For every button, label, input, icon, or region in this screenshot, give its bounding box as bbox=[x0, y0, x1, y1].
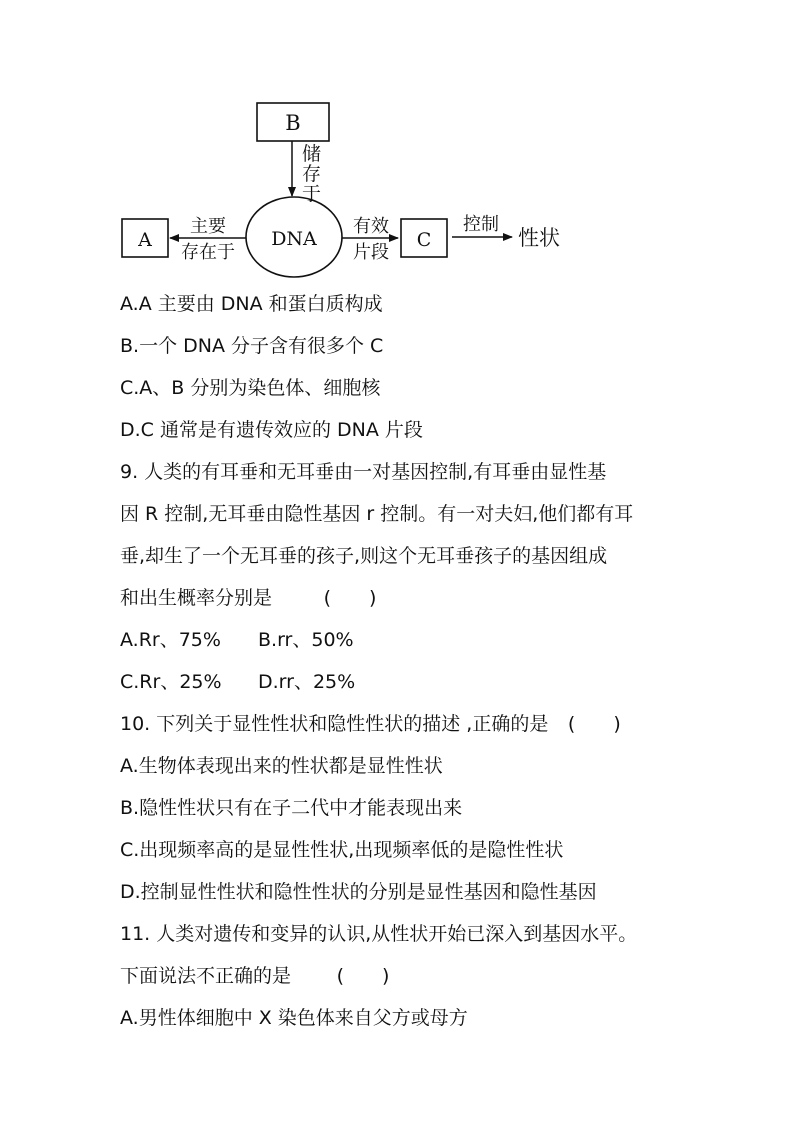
q11-stem-line-1: 11. 人类对遗传和变异的认识,从性状开始已深入到基因水平。 bbox=[120, 923, 638, 945]
q10-option-c: C.出现频率高的是显性性状,出现频率低的是隐性性状 bbox=[120, 839, 564, 861]
dna-concept-diagram bbox=[0, 0, 794, 290]
control-label: 控制 bbox=[463, 214, 499, 235]
q8-option-d: D.C 通常是有遗传效应的 DNA 片段 bbox=[120, 419, 423, 441]
q10-stem-text: 10. 下列关于显性性状和隐性性状的描述 ,正确的是 bbox=[120, 713, 549, 735]
stored-in-char-2: 存 bbox=[302, 163, 322, 185]
q10-option-d: D.控制显性性状和隐性性状的分别是显性基因和隐性基因 bbox=[120, 881, 597, 903]
trait-label: 性状 bbox=[518, 226, 560, 250]
box-b-label: B bbox=[285, 111, 301, 135]
dna-label: DNA bbox=[271, 228, 317, 250]
box-c-label: C bbox=[416, 229, 432, 251]
q9-stem-line-1: 9. 人类的有耳垂和无耳垂由一对基因控制,有耳垂由显性基 bbox=[120, 461, 607, 483]
q9-option-d: D.rr、25% bbox=[258, 671, 356, 693]
q11-answer-paren: ( ) bbox=[336, 965, 390, 987]
q9-options-row-1 bbox=[120, 628, 354, 652]
q11-stem-line-2 bbox=[120, 964, 395, 988]
q10-answer-paren: ( ) bbox=[567, 713, 621, 735]
q9-answer-paren: ( ) bbox=[323, 587, 377, 609]
q9-stem-line-4 bbox=[120, 586, 382, 610]
effective-line2: 片段 bbox=[353, 242, 389, 263]
q9-stem-line-3: 垂,却生了一个无耳垂的孩子,则这个无耳垂孩子的基因组成 bbox=[120, 545, 608, 567]
q9-options-row-2 bbox=[120, 670, 355, 694]
effective-line1: 有效 bbox=[353, 216, 389, 237]
q8-option-c: C.A、B 分别为染色体、细胞核 bbox=[120, 377, 381, 399]
q9-stem-line-2: 因 R 控制,无耳垂由隐性基因 r 控制。有一对夫妇,他们都有耳 bbox=[120, 503, 634, 525]
q10-option-b: B.隐性性状只有在子二代中才能表现出来 bbox=[120, 797, 463, 819]
q8-option-b: B.一个 DNA 分子含有很多个 C bbox=[120, 335, 384, 357]
stored-in-char-1: 储 bbox=[302, 143, 322, 165]
box-a-label: A bbox=[138, 229, 152, 251]
q11-stem-text: 下面说法不正确的是 bbox=[120, 965, 292, 987]
q9-stem-text: 和出生概率分别是 bbox=[120, 587, 273, 609]
stored-in-char-3: 于 bbox=[302, 183, 322, 205]
q10-stem bbox=[120, 712, 626, 736]
q9-option-b: B.rr、50% bbox=[258, 629, 354, 651]
q9-option-a: A.Rr、75% bbox=[120, 629, 221, 651]
q8-option-a: A.A 主要由 DNA 和蛋白质构成 bbox=[120, 293, 383, 315]
q10-option-a: A.生物体表现出来的性状都是显性性状 bbox=[120, 755, 443, 777]
q11-option-a: A.男性体细胞中 X 染色体来自父方或母方 bbox=[120, 1007, 468, 1029]
q9-option-c: C.Rr、25% bbox=[120, 671, 222, 693]
mainly-in-line1: 主要 bbox=[190, 216, 226, 237]
mainly-in-line2: 存在于 bbox=[181, 242, 235, 263]
